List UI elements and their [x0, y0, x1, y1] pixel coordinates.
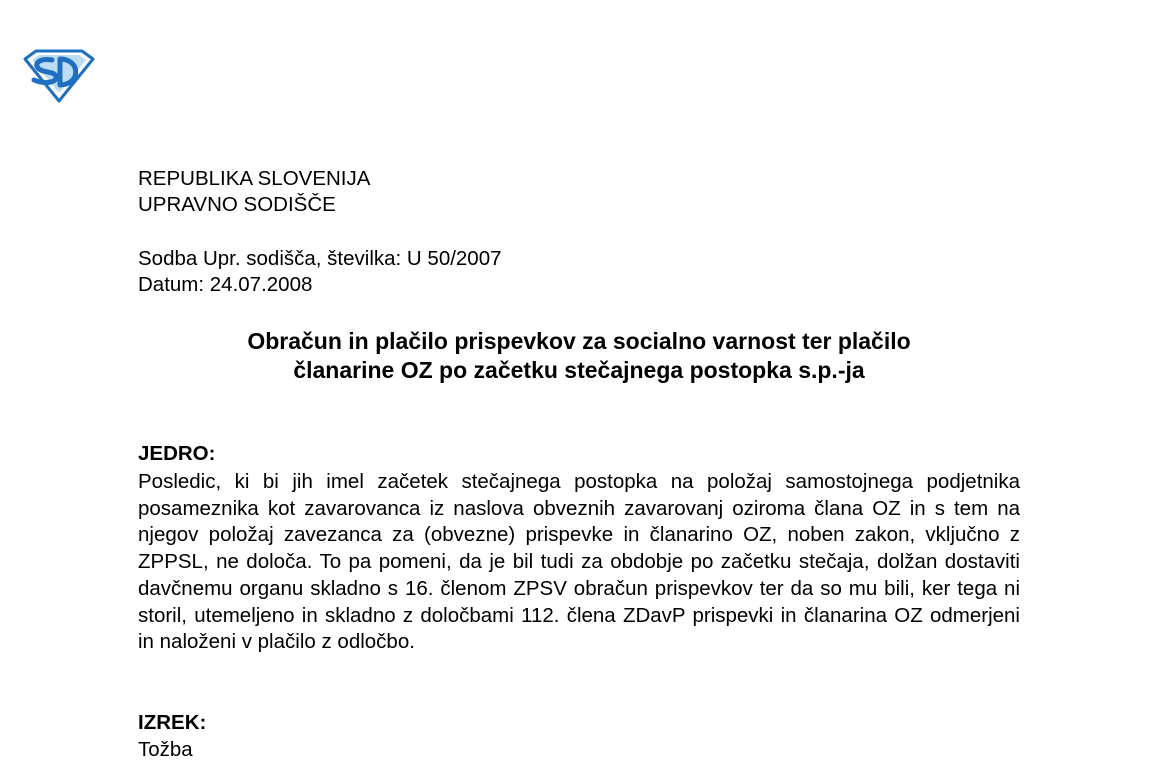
court-name: UPRAVNO SODIŠČE: [138, 193, 336, 216]
title-line-1: Obračun in plačilo prispevkov za socialno varnost ter plačilo: [247, 328, 911, 354]
jedro-heading: JEDRO:: [138, 442, 216, 465]
sd-logo-icon: [22, 48, 96, 104]
izrek-heading: IZREK:: [138, 711, 207, 734]
judgment-number: Sodba Upr. sodišča, številka: U 50/2007: [138, 247, 502, 270]
judgment-meta: [138, 246, 502, 298]
country-name: REPUBLIKA SLOVENIJA: [138, 167, 371, 190]
title-line-2: članarine OZ po začetku stečajnega postopka s.p.-ja: [293, 357, 865, 383]
jedro-paragraph: Posledic, ki bi jih imel začetek stečajnega postopka na položaj samostojnega podjetnika posameznika kot zavarovanca iz naslova obveznih zavarovanj oziroma člana OZ in s tem na njegov položaj zavezanca za (obvezne) prispevke in članarino OZ, noben zakon, vključno z ZPPSL, ne določa. To pa pomeni, da je bil tudi za obdobje po začetku stečaja, dolžan dostaviti davčnemu organu skladno s 16. členom ZPSV obračun prispevkov ter da so mu bili, ker tega ni storil, utemeljeno in skladno z določbami 112. člena ZDavP prispevki in članarina OZ odmerjeni in naloženi v plačilo z odločbo.: [138, 470, 1020, 654]
izrek-paragraph: Tožba: [138, 738, 193, 761]
judgment-date: Datum: 24.07.2008: [138, 273, 313, 296]
document-title: [138, 327, 1020, 385]
court-header: [138, 166, 370, 218]
